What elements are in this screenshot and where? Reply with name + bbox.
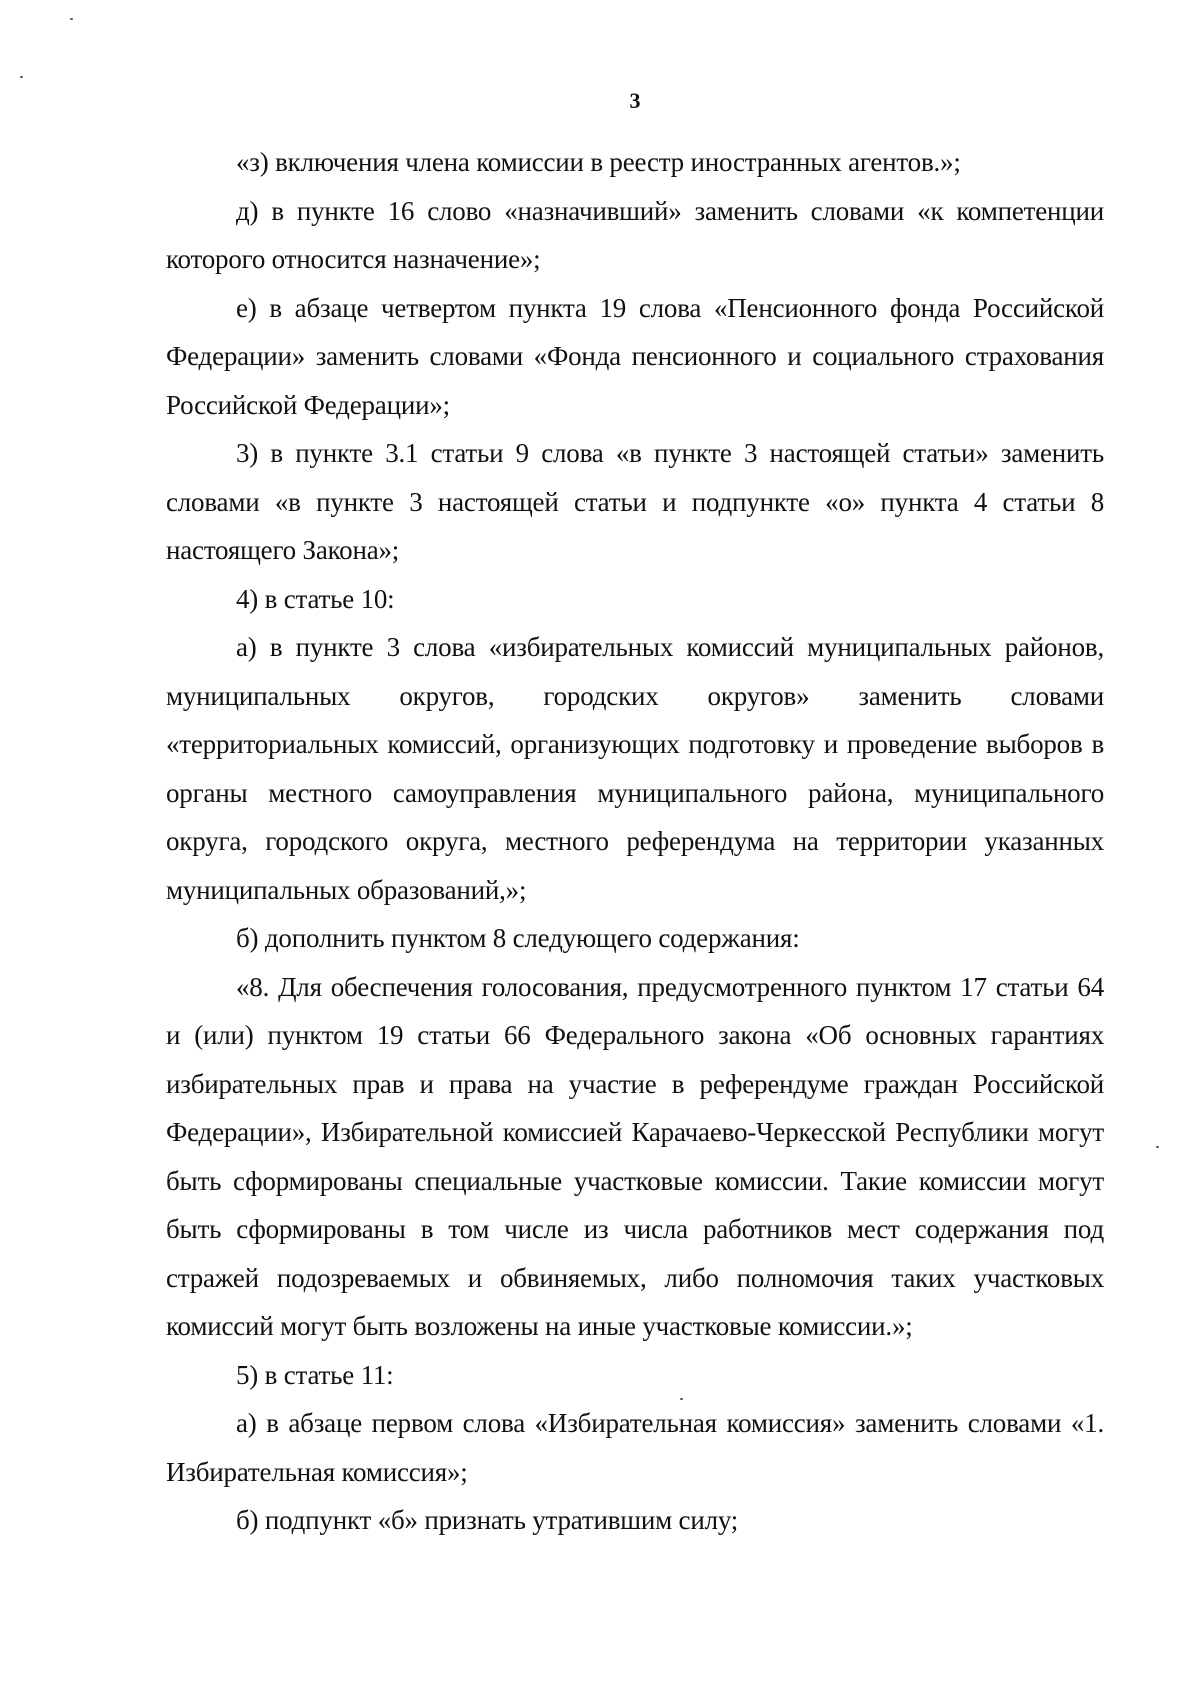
scan-speck <box>70 18 73 20</box>
paragraph-item-z: «з) включения члена комиссии в реестр иностранных агентов.»; <box>236 147 961 177</box>
paragraph-point-3: 3) в пункте 3.1 статьи 9 слова «в пункте 3 настоящей статьи» заменить словами «в пункте 3 настоящей статьи и подпункте «о» пункта 4 статьи 8 настоящего Закона»; <box>166 438 1104 565</box>
page-number: 3 <box>629 88 641 113</box>
paragraph-item-a-article-11: а) в абзаце первом слова «Избирательная комиссия» заменить словами «1. Избирательная комиссия»; <box>166 1408 1104 1487</box>
scan-speck <box>1156 1146 1159 1148</box>
document-body <box>166 138 1104 1545</box>
paragraph-item-d: д) в пункте 16 слово «назначивший» заменить словами «к компетенции которого относится назначение»; <box>166 195 1104 274</box>
paragraph-point-5: 5) в статье 11: <box>236 1359 394 1390</box>
paragraph-item-a-article-10: а) в пункте 3 слова «избирательных комиссий муниципальных районов, муниципальных округов, городских округов» заменить словами «территориальных комиссий, организующих подготовку и проведение выборов в органы местного самоуправления муниципального района, муниципального округа, городского округа, местного референдума на территории указанных муниципальных образований,»; <box>166 632 1104 905</box>
scan-speck <box>20 76 23 78</box>
paragraph-item-b-article-11: б) подпункт «б» признать утратившим силу; <box>236 1505 739 1535</box>
paragraph-item-b-article-10: б) дополнить пунктом 8 следующего содержания: <box>236 923 800 953</box>
scan-speck <box>680 1398 683 1400</box>
paragraph-point-4: 4) в статье 10: <box>236 583 395 614</box>
paragraph-clause-8: «8. Для обеспечения голосования, предусмотренного пунктом 17 статьи 64 и (или) пунктом 19 статьи 66 Федерального закона «Об основных гарантиях избирательных прав и права на участие в референдуме граждан Российской Федерации», Избирательной комиссией Карачаево-Черкесской Республики могут быть сформированы специальные участковые комиссии. Такие комиссии могут быть сформированы в том числе из числа работников мест содержания под стражей подозреваемых и обвиняемых, либо полномочия таких участковых комиссий могут быть возложены на иные участковые комиссии.»; <box>166 971 1104 1341</box>
paragraph-item-e: е) в абзаце четвертом пункта 19 слова «Пенсионного фонда Российской Федерации» заменить словами «Фонда пенсионного и социального страхования Российской Федерации»; <box>166 292 1104 420</box>
